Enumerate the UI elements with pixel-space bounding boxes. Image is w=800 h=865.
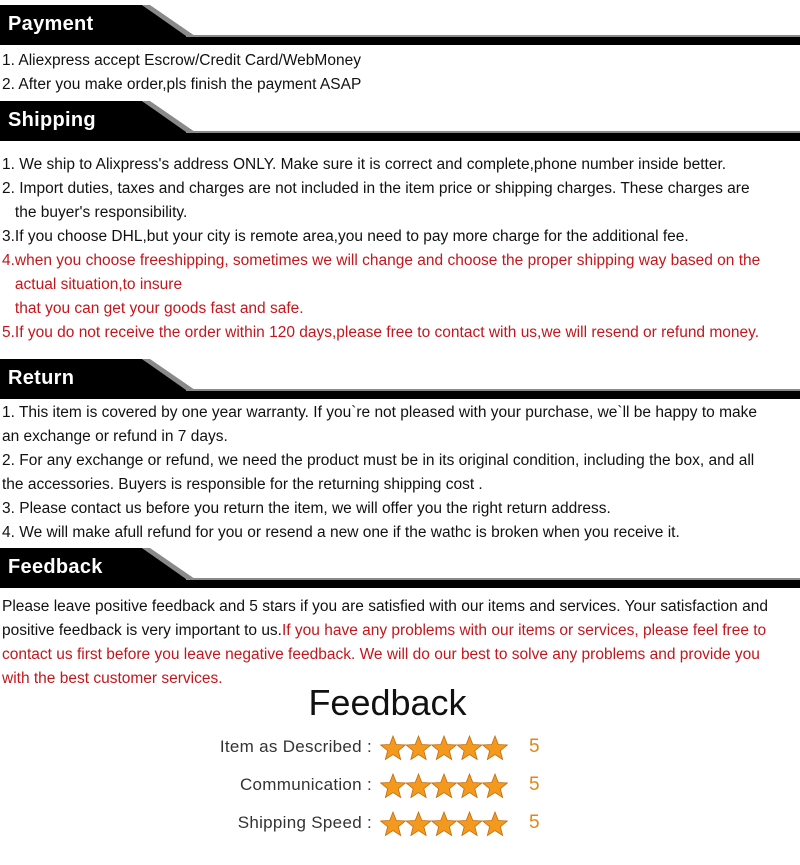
star-icon [483,812,508,836]
rating-score: 5 [529,812,540,833]
star-icon [432,812,457,836]
shipping-line-7: that you can get your goods fast and safe. [2,300,304,317]
payment-header [0,5,800,45]
rating-label: Item as Described : [219,737,372,756]
star-icon [457,812,482,836]
rating-score: 5 [529,774,540,795]
star-rating [380,773,508,799]
rating-row-communication [0,771,800,801]
return-line-6: 4. We will make afull refund for you or resend a new one if the wathc is broken when you receive it. [2,524,680,541]
feedback-line-2 [2,619,766,643]
shipping-header [0,101,800,141]
feedback-line-2-red: If you have any problems with our items or services, please feel free to [282,622,767,639]
star-icon [381,736,406,760]
feedback-title: Feedback [8,556,103,578]
rating-row-item-as-described [0,733,800,763]
rating-label: Communication : [239,775,372,794]
shipping-line-2: 2. Import duties, taxes and charges are not included in the item price or shipping charges. These charges are [2,180,750,197]
star-icon [406,736,431,760]
shipping-title: Shipping [8,109,96,131]
shipping-line-1: 1. We ship to Alixpress's address ONLY. Make sure it is correct and complete,phone number inside better. [2,156,727,173]
star-icon [483,736,508,760]
return-line-5: 3. Please contact us before you return the item, we will offer you the right return address. [2,500,611,517]
shipping-line-3: the buyer's responsibility. [2,204,188,221]
shipping-line-5: 4.when you choose freeshipping, sometimes we will change and choose the proper shipping way based on the [2,252,761,269]
star-rating [380,735,508,761]
ratings-heading: Feedback [308,682,467,723]
return-line-4: the accessories. Buyers is responsible for the returning shipping cost . [2,476,483,493]
star-icon [432,774,457,798]
feedback-line-1: Please leave positive feedback and 5 stars if you are satisfied with our items and services. Your satisfaction and [2,598,768,615]
star-icon [432,736,457,760]
payment-line-1: 1. Aliexpress accept Escrow/Credit Card/WebMoney [2,52,361,69]
payment-title: Payment [8,13,94,35]
star-icon [381,812,406,836]
star-icon [483,774,508,798]
shipping-line-6: actual situation,to insure [2,276,183,293]
rating-label: Shipping Speed : [237,813,372,832]
rating-score: 5 [529,736,540,757]
feedback-line-2-black: positive feedback is very important to us. [2,622,282,639]
return-line-3: 2. For any exchange or refund, we need the product must be in its original condition, including the box, and all [2,452,755,469]
star-icon [406,774,431,798]
star-rating [380,811,508,837]
payment-line-2: 2. After you make order,pls finish the payment ASAP [2,76,362,93]
star-icon [457,736,482,760]
rating-row-shipping-speed [0,809,800,839]
shipping-line-8: 5.If you do not receive the order within 120 days,please free to contact with us,we will resend or refund money. [2,324,760,341]
star-icon [406,812,431,836]
shipping-line-4: 3.If you choose DHL,but your city is remote area,you need to pay more charge for the additional fee. [2,228,689,245]
feedback-line-3: contact us first before you leave negative feedback. We will do our best to solve any problems and provide you [2,646,760,663]
return-line-1: 1. This item is covered by one year warranty. If you`re not pleased with your purchase, we`ll be happy to make [2,404,757,421]
star-icon [457,774,482,798]
star-icon [381,774,406,798]
return-title: Return [8,367,75,389]
feedback-header [0,548,800,588]
return-line-2: an exchange or refund in 7 days. [2,428,228,445]
return-header [0,359,800,399]
feedback-line-4: with the best customer services. [2,670,223,687]
